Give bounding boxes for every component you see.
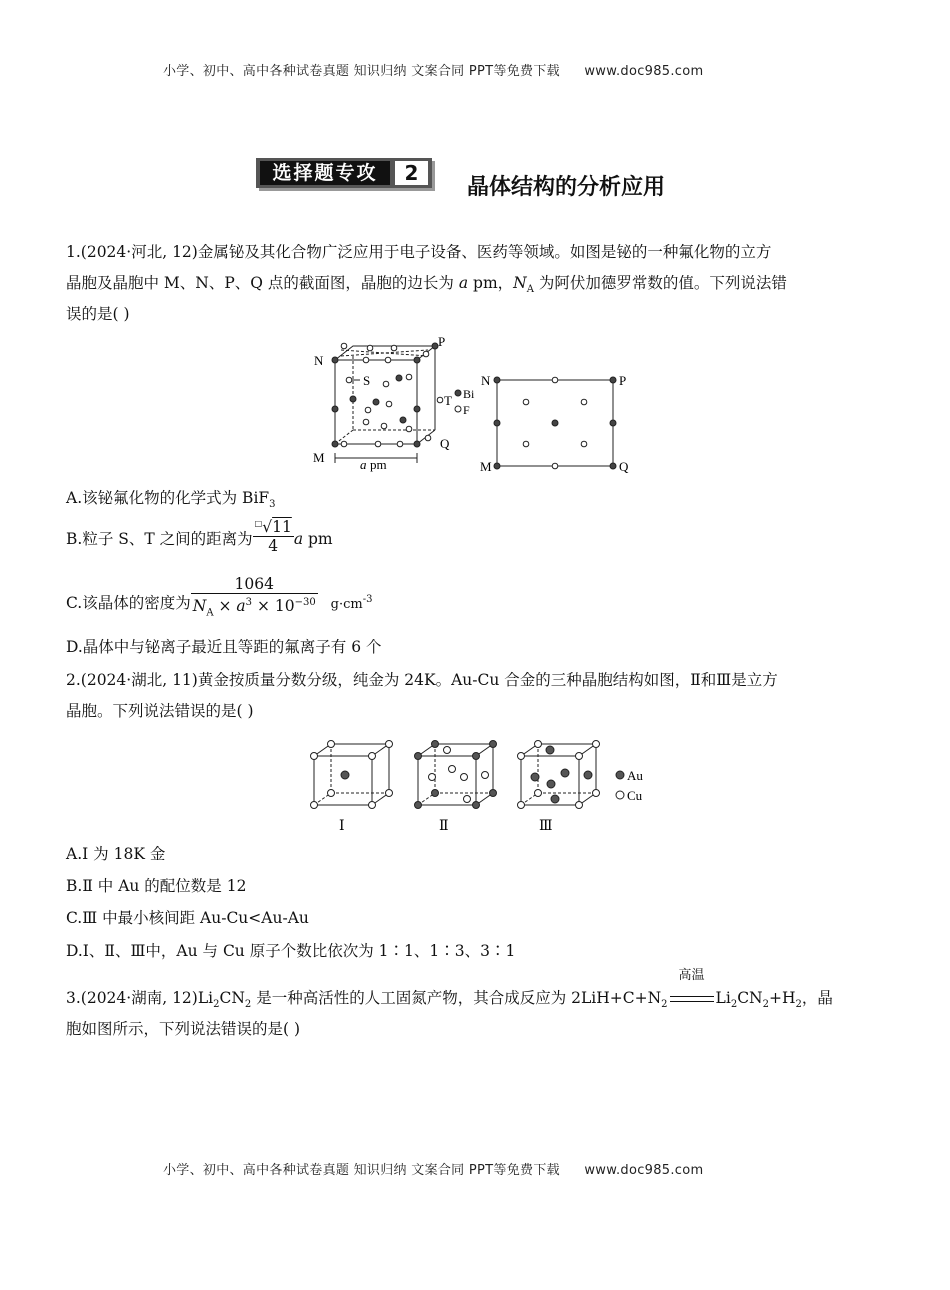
section-badge-label: 选择题专攻 <box>260 161 390 185</box>
q3-line2: 胞如图所示，下列说法错误的是( ) <box>66 1020 301 1038</box>
q2-option-b: B.Ⅱ 中 Au 的配位数是 12 <box>66 877 247 895</box>
q2-line1: 2.(2024·湖北, 11)黄金按质量分数分级，纯金为 24K。Au-Cu 合金的三种晶胞结构如图，Ⅱ和Ⅲ是立方 <box>66 671 778 689</box>
q2-option-d: D.Ⅰ、Ⅱ、Ⅲ中，Au 与 Cu 原子个数比依次为 1∶1、1∶3、3∶1 <box>66 942 516 960</box>
q1-option-c: C.该晶体的密度为 $\frac{1064}{N_A \times a^3 \times 10^{-30}}$ $g\cdot cm^{-3}$ <box>66 574 373 618</box>
q1-section-bi <box>494 377 616 469</box>
q1-legend-bi: Bi <box>463 387 475 401</box>
q2-label-I: Ⅰ <box>339 819 345 834</box>
q1-section-P: P <box>619 373 627 388</box>
page-footer <box>163 1159 703 1178</box>
q1-line3: 误的是( ) <box>66 305 130 323</box>
q1-section-Q: Q <box>619 459 629 474</box>
q1-legend-f-marker <box>455 406 461 412</box>
q3-line1: 3.(2024·湖南, $12)Li_2CN_2$ 是一种高活性的人工固氮产物，其合成反应为 $2LiH+C+N_2$ 高温 $Li_2CN_2+H_2$，晶 <box>66 983 833 1020</box>
q1-option-b: B.粒子 S、T 之间的距离为 $\frac{^□√11}{4}$ a pm <box>66 524 333 555</box>
q2-label-III: Ⅲ <box>539 819 553 834</box>
q2-legend-au: Au <box>627 768 643 783</box>
q2-option-a: A.Ⅰ 为 18K 金 <box>66 845 166 863</box>
section-badge <box>256 158 432 188</box>
q2-legend-cu-marker <box>616 791 624 799</box>
q1-label-N: N <box>314 353 324 368</box>
q1-f-atoms <box>341 343 443 447</box>
q1-section-M: M <box>480 459 492 474</box>
section-title: 晶体结构的分析应用 <box>467 175 666 200</box>
footer-text: 小学、初中、高中各种试卷真题 知识归纳 文案合同 PPT等免费下载 <box>163 1163 560 1178</box>
q2-label-II: Ⅱ <box>439 819 449 834</box>
q1-label-T: T <box>444 393 452 408</box>
page-header <box>163 60 703 79</box>
q1-label-P: P <box>438 334 446 349</box>
q1-legend-bi-marker <box>455 390 461 396</box>
q1-dim-pm: pm <box>370 457 387 472</box>
q2-option-c: C.Ⅲ 中最小核间距 Au-Cu<Au-Au <box>66 909 309 927</box>
q1-option-a: A.该铋氟化物的化学式为 BiF$_3$ <box>66 489 276 511</box>
q2-legend-au-marker <box>616 771 624 779</box>
q1-line1: 1.(2024·河北, 12)金属铋及其化合物广泛应用于电子设备、医药等领域。如图是铋的一种氟化物的立方 <box>66 243 772 261</box>
q1-section-N: N <box>481 373 491 388</box>
q1-line2: 晶胞及晶胞中 M、N、P、Q 点的截面图，晶胞的边长为 a pm，$N_A$ 为阿伏加德罗常数的值。下列说法错 <box>66 274 787 296</box>
q1-label-M: M <box>313 450 325 465</box>
q2-crystal-figure <box>308 739 658 835</box>
header-url[interactable]: www.doc985.com <box>584 64 704 79</box>
header-text: 小学、初中、高中各种试卷真题 知识归纳 文案合同 PPT等免费下载 <box>163 64 560 79</box>
q3-condition: 高温 <box>678 968 705 983</box>
q1-option-d: D.晶体中与铋离子最近且等距的氟离子有 6 个 <box>66 638 382 656</box>
footer-url[interactable]: www.doc985.com <box>584 1163 704 1178</box>
q1-dim-a: a <box>360 457 367 472</box>
q1-label-Q: Q <box>440 436 450 451</box>
q1-label-S: S <box>363 373 371 388</box>
q2-line2: 晶胞。下列说法错误的是( ) <box>66 702 254 720</box>
q1-bi-atoms <box>332 343 438 447</box>
q2-legend-cu: Cu <box>627 788 643 803</box>
q3-reaction-arrow <box>668 968 716 1013</box>
q1-legend-f: F <box>463 403 470 417</box>
section-badge-number: 2 <box>395 161 428 185</box>
q1-crystal-figure <box>308 334 648 476</box>
